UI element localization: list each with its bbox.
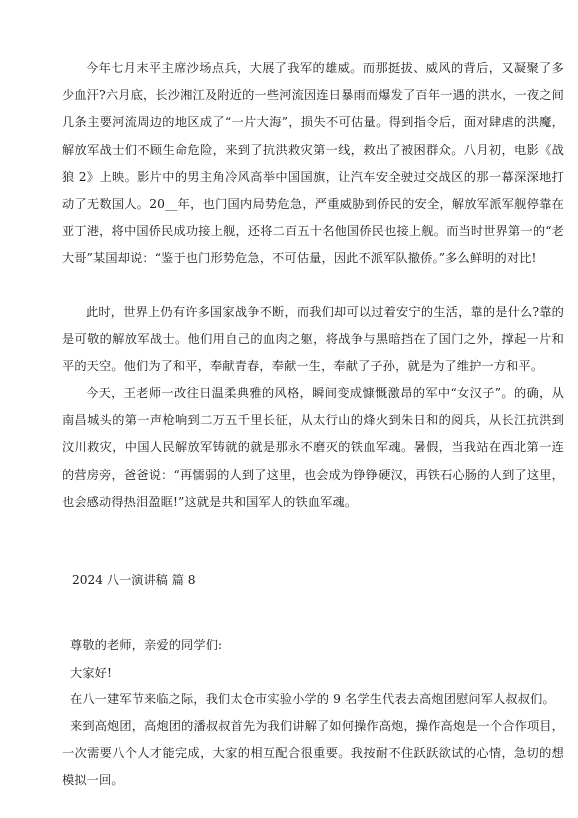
paragraph: 今年七月末平主席沙场点兵，大展了我军的雄威。而那挺拔、威风的背后，又凝聚了多少血汗?六月底，长沙湘江及附近的一些河流因连日暴雨而爆发了百年一遇的洪水，一夜之间几条主要河流周边的地区成了“一片大海”，损失不可估量。得到指令后，面对肆虐的洪魔，解放军战士们不顾生命危险，来到了抗洪救灾第一线，救出了被困群众。八月初，电影《战狼 2》上映。影片中的男主角冷风高举中国国旗，让汽车安全驶过交战区的那一幕深深地打动了无数国人。20__年，也门国内局势危急，严重威胁到侨民的安全，解放军派军舰停靠在亚丁港，将中国侨民成功接上舰，还将二百五十名他国侨民也接上舰。而当时世界第一的“老大哥”某国却说：“鉴于也门形势危急，不可估量，因此不派军队撤侨。”多么鲜明的对比!	[62, 61, 564, 266]
paragraph: 来到高炮团，高炮团的潘叔叔首先为我们讲解了如何操作高炮，操作高炮是一个合作项目，一次需要八个人才能完成，大家的相互配合很重要。我按耐不住跃跃欲试的心情，急切的想模拟一回。	[62, 719, 564, 788]
paragraph: 此时，世界上仍有许多国家战争不断，而我们却可以过着安宁的生活，靠的是什么?靠的是可敬的解放军战士。他们用自己的血肉之躯，将战争与黑暗挡在了国门之外，撑起一片和平的天空。他们为了和平，奉献青春，奉献一生，奉献了子孙，就是为了维护一方和平。	[62, 305, 564, 374]
greeting: 大家好!	[70, 666, 113, 680]
salutation: 尊敬的老师，亲爱的同学们:	[70, 638, 223, 652]
section-heading: 2024 八一演讲稿 篇 8	[72, 573, 196, 587]
paragraph: 在八一建军节来临之际，我们太仓市实验小学的 9 名学生代表去高炮团慰问军人叔叔们。	[70, 692, 555, 706]
paragraph: 今天，王老师一改往日温柔典雅的风格，瞬间变成慷慨激昂的军中“女汉子”。的确，从南昌城头的第一声枪响到二万五千里长征，从太行山的烽火到朱日和的阅兵，从长江抗洪到汶川救灾，中国人民解放军铸就的就是那永不磨灭的铁血军魂。暑假，当我站在西北第一连的营房旁，爸爸说：“再懦弱的人到了这里，也会成为铮铮硬汉，再铁石心肠的人到了这里，也会感动得热泪盈眶!”这就是共和国军人的铁血军魂。	[62, 386, 564, 509]
